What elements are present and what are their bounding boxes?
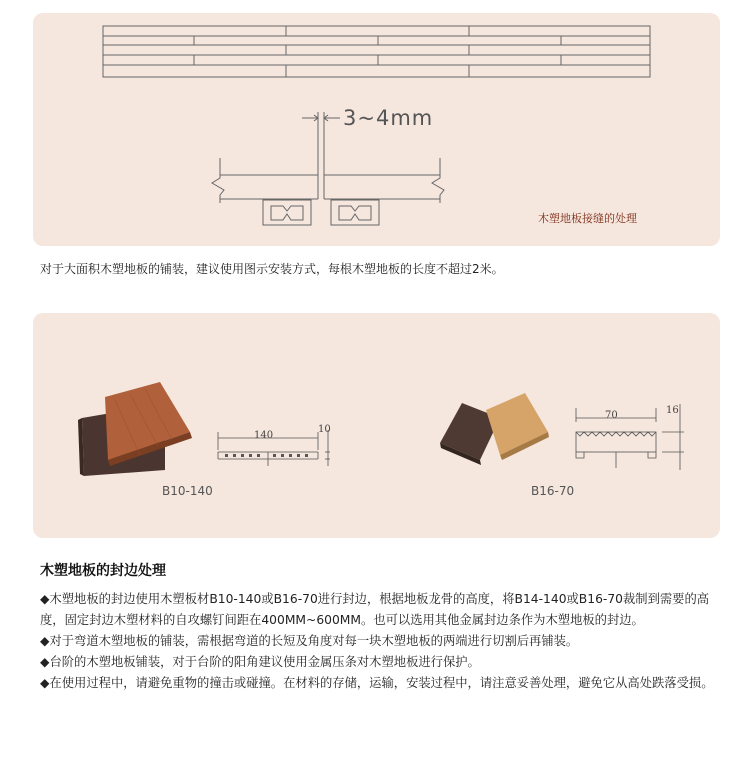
bullet-item: ◆在使用过程中，请避免重物的撞击或碰撞。在材料的存储，运输，安装过程中，请注意妥善处理，避免它从高处跌落受损。	[40, 676, 714, 690]
bullet-item: ◆木塑地板的封边使用木塑板材B10-140或B16-70进行封边，根据地板龙骨的高度，将B14-140或B16-70裁制到需要的高度，固定封边木塑材料的自攻螺钉间距在400MM~600MM。也可以选用其他金属封边条作为木塑地板的封边。	[40, 592, 710, 627]
b16-thickness-label: 16	[666, 405, 679, 416]
bullet-list	[40, 589, 722, 694]
intro-text: 对于大面积木塑地板的铺装，建议使用图示安装方式，每根木塑地板的长度不超过2米。	[40, 262, 504, 276]
joint-caption: 木塑地板接缝的处理	[538, 212, 637, 225]
bullet-item: ◆台阶的木塑地板铺装，对于台阶的阳角建议使用金属压条对木塑地板进行保护。	[40, 655, 480, 669]
bullet-item: ◆对于弯道木塑地板的铺装，需根据弯道的长短及角度对每一块木塑地板的两端进行切割后再铺装。	[40, 634, 579, 648]
section-title: 木塑地板的封边处理	[40, 563, 166, 579]
b10-140-name: B10-140	[162, 484, 213, 498]
b16-70-name: B16-70	[531, 484, 575, 498]
b10-width-label: 140	[254, 430, 274, 441]
gap-dimension-label: 3~4mm	[343, 106, 434, 130]
b10-thickness-label: 10	[318, 424, 331, 435]
b16-width-label: 70	[605, 410, 618, 421]
